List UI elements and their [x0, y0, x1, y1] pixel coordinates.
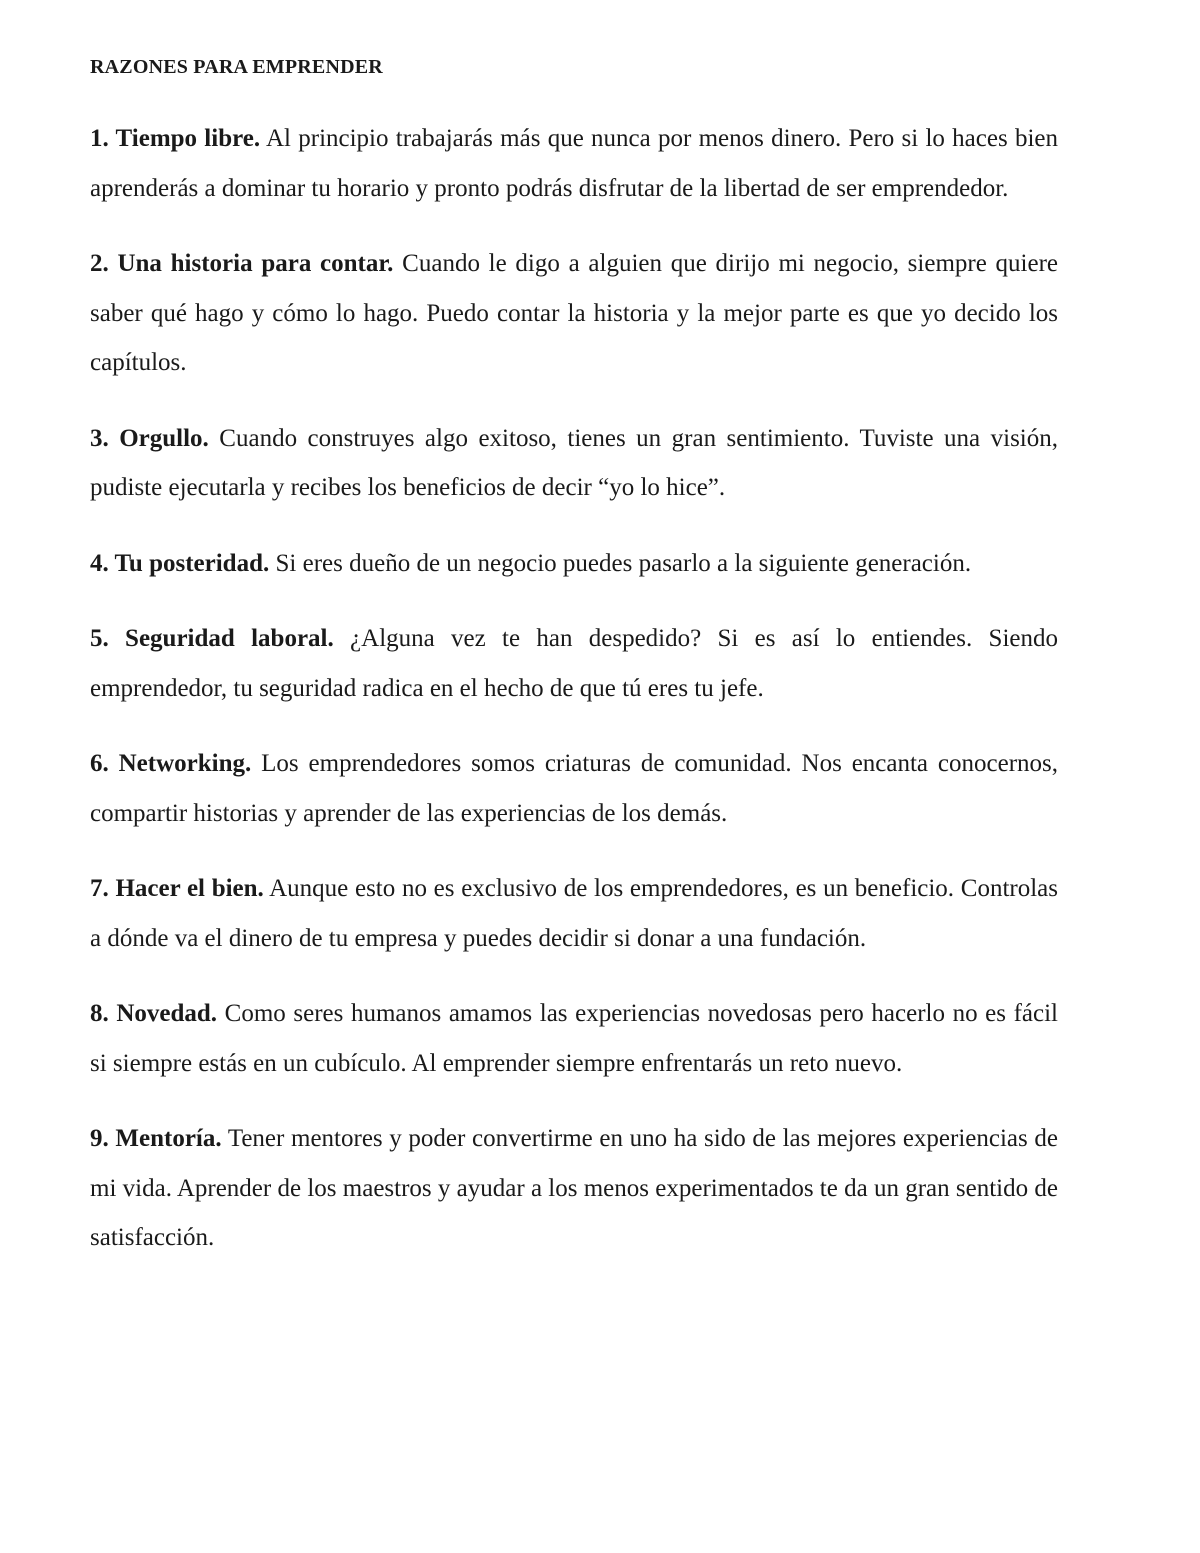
- document-title: RAZONES PARA EMPRENDER: [90, 56, 383, 78]
- reason-text: Tener mentores y poder convertirme en uno ha sido de las mejores experiencias de mi vida. Aprender de los maestros y ayudar a los menos experimentados te da un gran sentido de satisfacción.: [90, 1125, 1058, 1251]
- reason-paragraph: [90, 539, 1058, 589]
- reason-label: 2. Una historia para contar.: [90, 250, 394, 277]
- reason-paragraph: [90, 614, 1058, 713]
- reason-label: 3. Orgullo.: [90, 424, 209, 452]
- reason-text: Aunque esto no es exclusivo de los emprendedores, es un beneficio. Controlas a dónde va el dinero de tu empresa y puedes decidir si donar a una fundación.: [90, 875, 1058, 952]
- reason-paragraph: [90, 739, 1058, 838]
- reason-label: 8. Novedad.: [90, 1000, 218, 1027]
- reason-text: Al principio trabajarás más que nunca por menos dinero. Pero si lo haces bien aprenderás a dominar tu horario y pronto podrás disfrutar de la libertad de ser emprendedor.: [90, 125, 1058, 202]
- reason-label: 1. Tiempo libre.: [90, 125, 261, 152]
- reason-text: Los emprendedores somos criaturas de comunidad. Nos encanta conocernos, compartir historias y aprender de las experiencias de los demás.: [90, 750, 1059, 827]
- reason-label: 7. Hacer el bien.: [90, 875, 264, 902]
- reason-paragraph: [90, 114, 1058, 213]
- reason-label: 4. Tu posteridad.: [90, 549, 270, 577]
- reason-text: Como seres humanos amamos las experiencias novedosas pero hacerlo no es fácil si siempre estás en un cubículo. Al emprender siempre enfrentarás un reto nuevo.: [90, 1000, 1058, 1077]
- reason-paragraph: [90, 989, 1058, 1088]
- document-page: [90, 48, 1058, 1289]
- reason-text: Si eres dueño de un negocio puedes pasarlo a la siguiente generación.: [275, 549, 972, 577]
- reason-text: Cuando construyes algo exitoso, tienes un gran sentimiento. Tuviste una visión, pudiste ejecutarla y recibes los beneficios de decir “yo lo hice”.: [90, 424, 1058, 501]
- reason-paragraph: [90, 1114, 1058, 1263]
- reason-paragraph: [90, 864, 1058, 963]
- reason-label: 9. Mentoría.: [90, 1125, 222, 1152]
- reason-text: ¿Alguna vez te han despedido? Si es así lo entiendes. Siendo emprendedor, tu seguridad radica en el hecho de que tú eres tu jefe.: [90, 625, 1058, 702]
- reason-paragraph: [90, 239, 1058, 388]
- reason-label: 6. Networking.: [90, 750, 252, 777]
- reason-label: 5. Seguridad laboral.: [90, 625, 334, 652]
- reason-text: Cuando le digo a alguien que dirijo mi negocio, siempre quiere saber qué hago y cómo lo hago. Puedo contar la historia y la mejor parte es que yo decido los capítulos.: [90, 250, 1059, 376]
- reason-paragraph: [90, 414, 1058, 513]
